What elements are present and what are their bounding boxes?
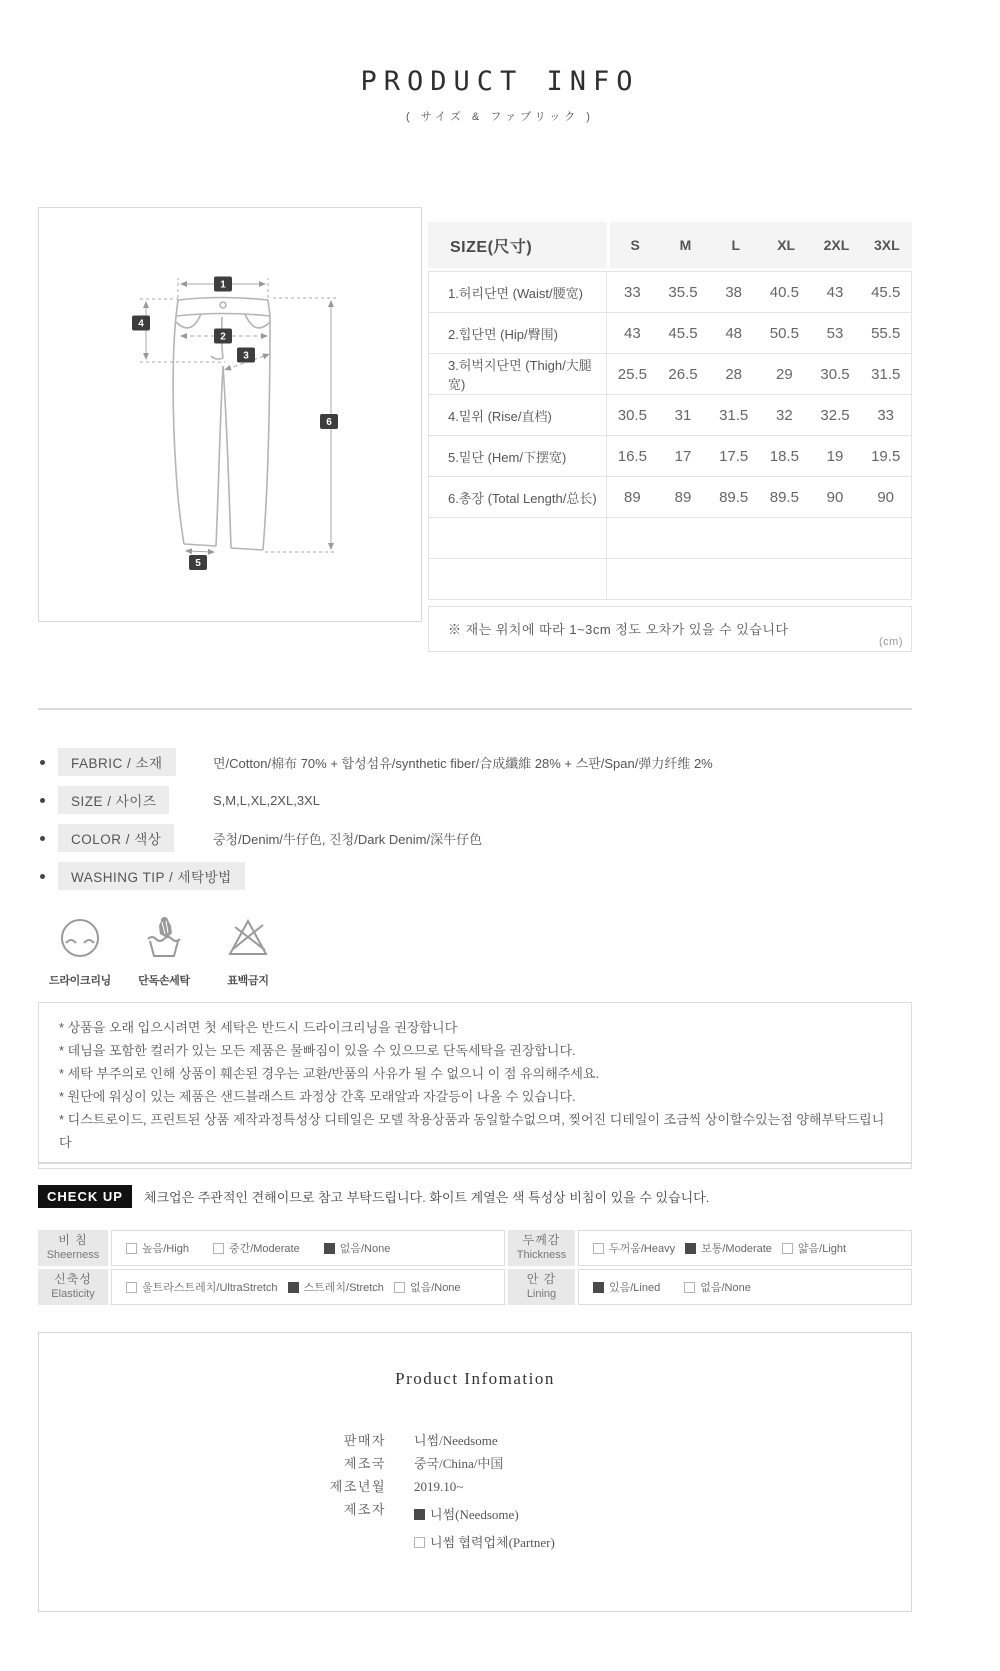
size-row-values bbox=[607, 272, 911, 312]
label-en: Sheerness bbox=[46, 1249, 100, 1261]
size-value: 40.5 bbox=[769, 283, 799, 301]
wash-icon-label: 단독손세탁 bbox=[138, 975, 190, 987]
care-note-line: * 데님을 포함한 컬러가 있는 모든 제품은 물빠짐이 있을 수 있으므로 단독세탁을 권장합니다. bbox=[59, 1043, 576, 1058]
size-column-header: 2XL bbox=[823, 237, 850, 253]
checkup-options-lining bbox=[578, 1269, 912, 1305]
option-label: 니썸 협력업체(Partner) bbox=[430, 1535, 555, 1550]
size-column-header: XL bbox=[777, 237, 796, 253]
size-value: 48 bbox=[725, 324, 743, 342]
size-value: 32 bbox=[776, 406, 793, 424]
size-value: 19.5 bbox=[871, 447, 901, 465]
size-table-row bbox=[429, 477, 911, 518]
size-value: 17.5 bbox=[719, 447, 749, 465]
size-value: 89.5 bbox=[769, 488, 799, 506]
product-info-label: 제조국 bbox=[343, 1456, 386, 1471]
size-table-row bbox=[429, 272, 911, 313]
size-value: 43 bbox=[623, 324, 641, 342]
label-en: Lining bbox=[526, 1288, 557, 1300]
checkup-description: 체크업은 주관적인 견해이므로 참고 부탁드립니다. 화이트 계열은 색 특성상 비침이 있을 수 있습니다. bbox=[143, 1190, 710, 1205]
checkup-label-lining bbox=[508, 1269, 575, 1305]
unchecked-box-icon bbox=[414, 1537, 425, 1548]
checkbox-option[interactable] bbox=[126, 1279, 278, 1295]
marker-4: 4 bbox=[138, 318, 144, 330]
care-note-line: * 상품을 오래 입으시려면 첫 세탁은 반드시 드라이크리닝을 권장합니다 bbox=[59, 1020, 458, 1035]
product-info-label: 제조년월 bbox=[329, 1479, 386, 1494]
size-value: 33 bbox=[877, 406, 895, 424]
product-information-rows bbox=[39, 1429, 911, 1554]
checkbox-option[interactable] bbox=[782, 1240, 846, 1256]
wash-icon-label: 표백금지 bbox=[227, 975, 269, 987]
wash-item-dry-clean bbox=[38, 914, 122, 988]
size-value: 53 bbox=[826, 324, 844, 342]
size-value: 50.5 bbox=[769, 324, 799, 342]
checkup-options-sheerness bbox=[111, 1230, 505, 1266]
size-row-values bbox=[607, 477, 911, 517]
checked-box-icon bbox=[685, 1243, 696, 1254]
page-title: PRODUCT INFO bbox=[360, 66, 640, 97]
pants-outline-svg bbox=[39, 208, 421, 621]
unchecked-box-icon bbox=[593, 1243, 604, 1254]
bullet-icon bbox=[40, 798, 45, 803]
checkup-table bbox=[38, 1230, 912, 1305]
size-value: 19 bbox=[826, 447, 844, 465]
product-info-label: 제조자 bbox=[343, 1502, 386, 1517]
product-info-value: 니썸/Needsome bbox=[414, 1433, 498, 1448]
option-label: 높음/High bbox=[142, 1243, 189, 1255]
size-note-text: ※ 재는 위치에 따라 1~3cm 정도 오차가 있을 수 있습니다 bbox=[448, 622, 789, 637]
option-label: 중간/Moderate bbox=[228, 1243, 300, 1255]
size-table-header bbox=[428, 222, 912, 268]
size-row-values bbox=[607, 313, 911, 353]
size-row-values bbox=[607, 436, 911, 476]
size-row-values bbox=[607, 518, 911, 558]
size-row-label: 6.총장 (Total Length/总长) bbox=[429, 477, 607, 517]
measurement-lines bbox=[140, 278, 337, 552]
checkbox-option[interactable] bbox=[394, 1279, 461, 1295]
checkbox-option[interactable] bbox=[414, 1503, 555, 1526]
detail-label: FABRIC / 소재 bbox=[58, 748, 176, 776]
size-row-values bbox=[607, 395, 911, 435]
product-information-box bbox=[38, 1332, 912, 1612]
care-notes-box bbox=[38, 1002, 912, 1169]
size-note-box bbox=[428, 606, 912, 652]
checkbox-option[interactable] bbox=[414, 1531, 555, 1554]
option-label: 없음/None bbox=[339, 1243, 391, 1255]
checkbox-option[interactable] bbox=[685, 1240, 772, 1256]
size-column-header: M bbox=[679, 237, 692, 253]
product-info-row-manufacturer bbox=[39, 1498, 911, 1554]
size-value: 26.5 bbox=[668, 365, 698, 383]
size-value: 33 bbox=[623, 283, 641, 301]
option-label: 울트라스트레치/UltraStretch bbox=[142, 1282, 278, 1294]
checked-box-icon bbox=[324, 1243, 335, 1254]
marker-3: 3 bbox=[243, 350, 249, 362]
size-value: 31 bbox=[674, 406, 692, 424]
no-bleach-icon bbox=[225, 914, 271, 960]
dry-clean-icon bbox=[57, 914, 103, 960]
size-value: 35.5 bbox=[668, 283, 698, 301]
care-note-line: * 디스트로이드, 프린트된 상품 제작과정특성상 디테일은 모델 착용상품과 동일할수없으며, 찢어진 디테일이 조금씩 상이할수있는점 양해부탁드립니다 bbox=[59, 1112, 885, 1150]
product-info-row bbox=[39, 1475, 911, 1498]
checkup-label-thickness bbox=[508, 1230, 575, 1266]
size-column-header: 3XL bbox=[873, 237, 900, 253]
option-label: 없음/None bbox=[409, 1282, 461, 1294]
care-note-line: * 원단에 워싱이 있는 제품은 샌드블래스트 과정상 간혹 모래알과 자갈등이 나올 수 있습니다. bbox=[59, 1089, 576, 1104]
size-table-row bbox=[429, 354, 911, 395]
checkup-header bbox=[38, 1185, 709, 1208]
unchecked-box-icon bbox=[213, 1243, 224, 1254]
checkup-label-elasticity bbox=[38, 1269, 108, 1305]
detail-row bbox=[38, 750, 912, 774]
size-value: 25.5 bbox=[617, 365, 647, 383]
size-value: 30.5 bbox=[820, 365, 850, 383]
size-value: 89 bbox=[674, 488, 692, 506]
wash-icon-label: 드라이크리닝 bbox=[49, 975, 111, 987]
page-subtitle: ( サイズ & ファブリック ) bbox=[406, 111, 594, 123]
size-table bbox=[428, 222, 912, 652]
size-row-values bbox=[607, 354, 911, 394]
size-table-row bbox=[429, 559, 911, 600]
marker-5: 5 bbox=[195, 558, 201, 569]
page-header bbox=[0, 66, 1000, 124]
unchecked-box-icon bbox=[394, 1282, 405, 1293]
unchecked-box-icon bbox=[782, 1243, 793, 1254]
size-row-label: 1.허리단면 (Waist/腰宽) bbox=[429, 272, 607, 312]
detail-label: WASHING TIP / 세탁방법 bbox=[58, 862, 245, 890]
checkup-label-sheerness bbox=[38, 1230, 108, 1266]
care-note-line: * 세탁 부주의로 인해 상품이 훼손된 경우는 교환/반품의 사유가 될 수 없으니 이 점 유의해주세요. bbox=[59, 1066, 600, 1081]
wash-item-no-bleach bbox=[206, 914, 290, 988]
label-ko: 신축성 bbox=[54, 1272, 92, 1286]
checkbox-option[interactable] bbox=[126, 1240, 189, 1256]
option-label: 보통/Moderate bbox=[701, 1243, 772, 1255]
checkup-options-thickness bbox=[578, 1230, 912, 1266]
marker-2: 2 bbox=[220, 331, 226, 343]
detail-row bbox=[38, 826, 912, 850]
size-value: 90 bbox=[826, 488, 844, 506]
product-details bbox=[38, 750, 912, 902]
marker-6: 6 bbox=[326, 417, 332, 428]
size-value: 18.5 bbox=[769, 447, 799, 465]
detail-label: COLOR / 색상 bbox=[58, 824, 174, 852]
product-info-value: 중국/China/中国 bbox=[414, 1456, 504, 1471]
product-info-value: 2019.10~ bbox=[414, 1479, 464, 1494]
wash-item-hand-wash bbox=[122, 914, 206, 988]
size-value: 28 bbox=[725, 365, 743, 383]
label-en: Elasticity bbox=[51, 1288, 95, 1300]
label-en: Thickness bbox=[516, 1249, 567, 1261]
checkbox-option[interactable] bbox=[288, 1279, 384, 1295]
detail-value: 면/Cotton/棉布 70% + 합성섬유/synthetic fiber/合成纖維 28% + 스판/Span/弹力纤维 2% bbox=[213, 755, 713, 771]
checkbox-option[interactable] bbox=[593, 1240, 675, 1256]
label-ko: 안 감 bbox=[526, 1272, 557, 1286]
size-row-label: 2.힙단면 (Hip/臀围) bbox=[429, 313, 607, 353]
unchecked-box-icon bbox=[684, 1282, 695, 1293]
checked-box-icon bbox=[593, 1282, 604, 1293]
product-info-row bbox=[39, 1429, 911, 1452]
measurement-markers bbox=[132, 277, 338, 571]
size-value: 45.5 bbox=[668, 324, 698, 342]
divider bbox=[38, 708, 912, 710]
checkbox-option[interactable] bbox=[593, 1279, 660, 1295]
product-info-label: 판매자 bbox=[343, 1433, 386, 1448]
unchecked-box-icon bbox=[126, 1282, 137, 1293]
size-row-values bbox=[607, 559, 911, 599]
size-value: 29 bbox=[776, 365, 793, 383]
marker-1: 1 bbox=[220, 279, 226, 291]
size-value: 31.5 bbox=[719, 406, 749, 424]
size-value: 32.5 bbox=[820, 406, 850, 424]
checkbox-option[interactable] bbox=[684, 1279, 751, 1295]
size-table-body bbox=[428, 271, 912, 600]
option-label: 두꺼움/Heavy bbox=[609, 1243, 676, 1255]
checkup-options-elasticity bbox=[111, 1269, 505, 1305]
bullet-icon bbox=[40, 760, 45, 765]
size-value: 16.5 bbox=[617, 447, 647, 465]
size-table-row bbox=[429, 436, 911, 477]
size-row-label: 3.허벅지단면 (Thigh/大腿宽) bbox=[429, 354, 607, 394]
size-value: 38 bbox=[725, 283, 743, 301]
detail-row bbox=[38, 788, 912, 812]
size-table-row bbox=[429, 518, 911, 559]
size-table-row bbox=[429, 313, 911, 354]
option-label: 없음/None bbox=[700, 1282, 751, 1294]
size-value: 45.5 bbox=[871, 283, 901, 301]
size-row-label bbox=[429, 518, 607, 558]
checkup-badge: CHECK UP bbox=[38, 1185, 132, 1208]
size-row-label: 5.밑단 (Hem/下摆宽) bbox=[429, 436, 607, 476]
washing-icons bbox=[38, 914, 290, 988]
bullet-icon bbox=[40, 874, 45, 879]
size-column-header: S bbox=[630, 237, 640, 253]
manufacturer-options bbox=[414, 1498, 555, 1554]
size-value: 89 bbox=[623, 488, 641, 506]
size-value: 90 bbox=[877, 488, 895, 506]
size-value: 31.5 bbox=[871, 365, 901, 383]
detail-value: S,M,L,XL,2XL,3XL bbox=[213, 792, 320, 808]
size-value: 43 bbox=[826, 283, 844, 301]
checkbox-option[interactable] bbox=[213, 1240, 300, 1256]
checkbox-option[interactable] bbox=[324, 1240, 391, 1256]
size-row-label: 4.밑위 (Rise/直档) bbox=[429, 395, 607, 435]
divider bbox=[38, 1162, 912, 1164]
size-table-row bbox=[429, 395, 911, 436]
pants-measurement-diagram bbox=[38, 207, 422, 622]
product-information-title: Product Infomation bbox=[395, 1369, 555, 1388]
detail-value: 중청/Denim/牛仔色, 진청/Dark Denim/深牛仔色 bbox=[213, 831, 483, 847]
unchecked-box-icon bbox=[126, 1243, 137, 1254]
detail-row bbox=[38, 864, 912, 888]
option-label: 얇음/Light bbox=[797, 1243, 847, 1255]
option-label: 있음/Lined bbox=[609, 1282, 661, 1294]
detail-label: SIZE / 사이즈 bbox=[58, 786, 169, 814]
size-value: 89.5 bbox=[719, 488, 749, 506]
size-table-title: SIZE(尺寸) bbox=[428, 222, 607, 268]
checked-box-icon bbox=[414, 1509, 425, 1520]
size-value: 30.5 bbox=[617, 406, 647, 424]
label-ko: 비 침 bbox=[58, 1233, 88, 1247]
hand-wash-icon bbox=[141, 914, 187, 960]
size-column-headers bbox=[610, 222, 912, 268]
label-ko: 두께감 bbox=[522, 1233, 561, 1247]
option-label: 스트레치/Stretch bbox=[303, 1282, 384, 1294]
option-label: 니썸(Needsome) bbox=[430, 1507, 519, 1522]
size-row-label bbox=[429, 559, 607, 599]
bullet-icon bbox=[40, 836, 45, 841]
size-unit-label: (cm) bbox=[879, 636, 903, 648]
size-value: 17 bbox=[674, 447, 692, 465]
product-info-row bbox=[39, 1452, 911, 1475]
size-value: 55.5 bbox=[871, 324, 901, 342]
size-column-header: L bbox=[731, 237, 741, 253]
checked-box-icon bbox=[288, 1282, 299, 1293]
